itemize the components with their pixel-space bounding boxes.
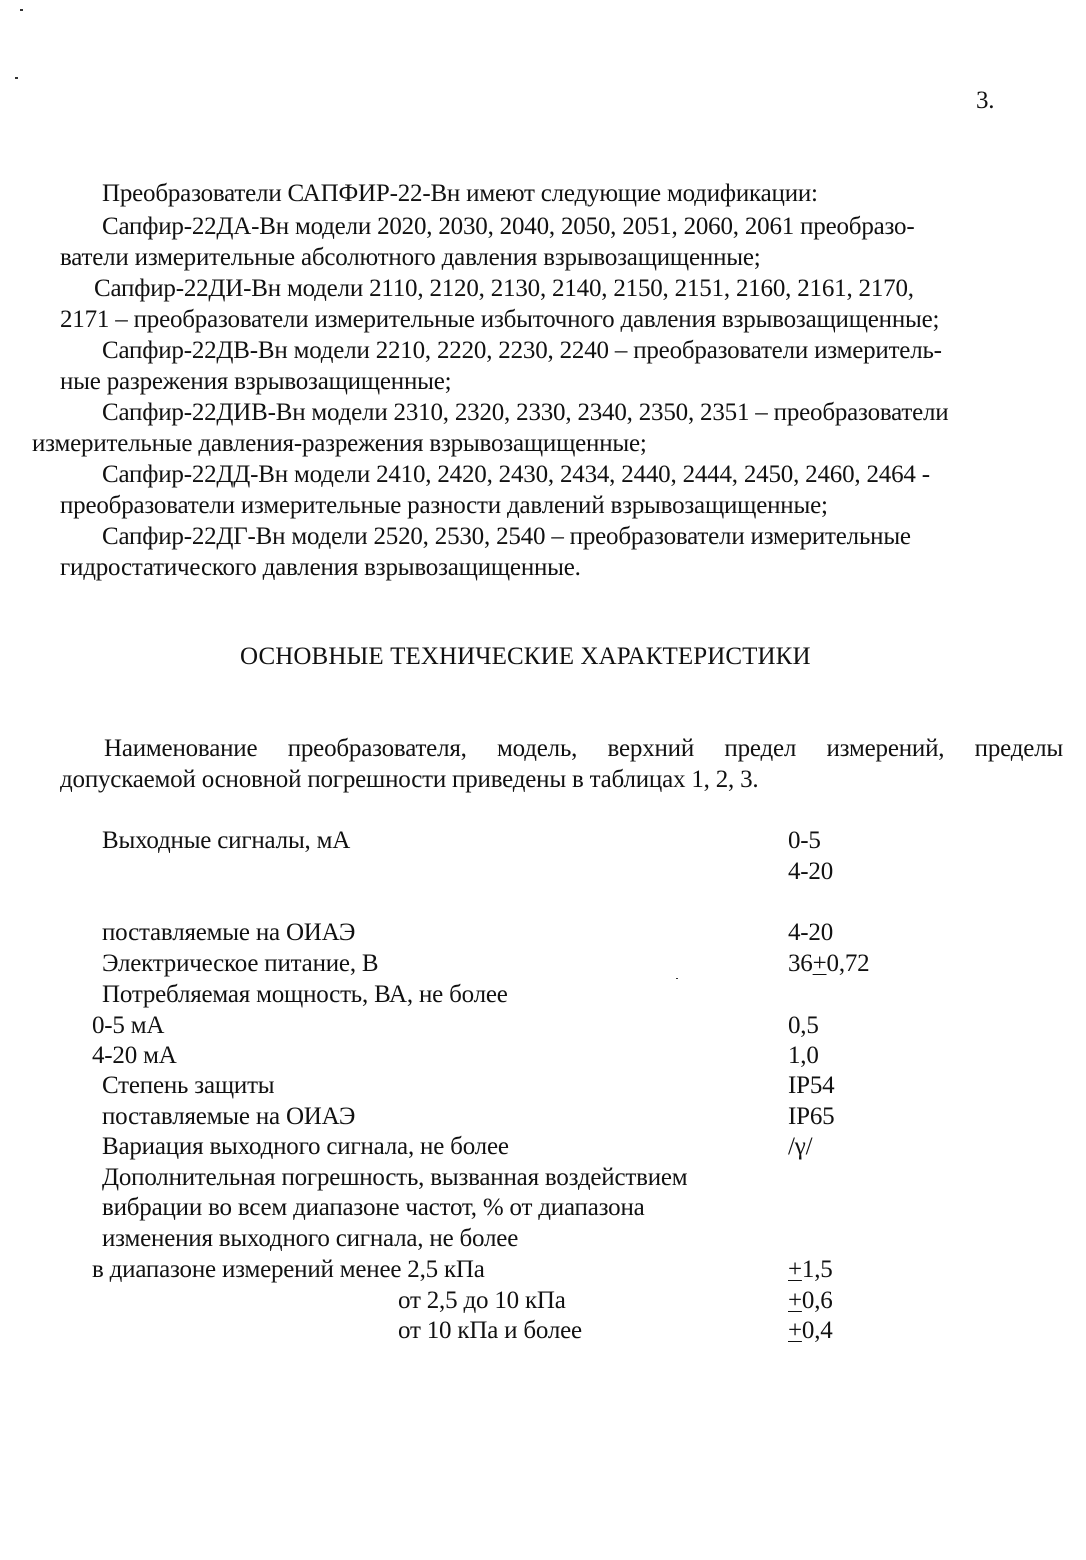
modification-dd-line2: преобразователи измерительные разности давлений взрывозащищенные; — [60, 492, 828, 519]
spec-label: от 10 кПа и более — [398, 1317, 582, 1344]
section-title: ОСНОВНЫЕ ТЕХНИЧЕСКИЕ ХАРАКТЕРИСТИКИ — [240, 643, 811, 670]
spec-value: 36+0,72 — [788, 950, 870, 977]
spec-label: Вариация выходного сигнала, не более — [102, 1133, 509, 1160]
spec-label: Электрическое питание, В — [102, 950, 379, 977]
page-number: 3. — [976, 87, 995, 114]
spec-value: +1,5 — [788, 1256, 833, 1283]
modification-di-line2: 2171 – преобразователи измерительные избыточного давления взрывозащищенные; — [60, 306, 940, 333]
spec-label: в диапазоне измерений менее 2,5 кПа — [92, 1256, 485, 1283]
spec-value: IP65 — [788, 1103, 835, 1130]
section-paragraph-line1: Наименование преобразователя, модель, верхний предел измерений, пределы — [104, 735, 1063, 762]
spec-value: +0,4 — [788, 1317, 833, 1344]
spec-label: поставляемые на ОИАЭ — [102, 1103, 356, 1130]
spec-label: Выходные сигналы, мА — [102, 827, 351, 854]
spec-label: Степень защиты — [102, 1072, 275, 1099]
modification-div-line2: измерительные давления-разрежения взрывозащищенные; — [32, 430, 647, 457]
spec-value: IP54 — [788, 1072, 835, 1099]
spec-value: 1,0 — [788, 1042, 819, 1069]
spec-label: Дополнительная погрешность, вызванная воздействием — [102, 1164, 688, 1191]
spec-value: 4-20 — [788, 858, 834, 885]
spec-label: 4-20 мА — [92, 1042, 177, 1069]
spec-label: изменения выходного сигнала, не более — [102, 1225, 519, 1252]
spec-value: +0,6 — [788, 1287, 833, 1314]
spec-value: /γ/ — [788, 1133, 813, 1160]
section-paragraph-line2: допускаемой основной погрешности приведены в таблицах 1, 2, 3. — [60, 766, 759, 793]
modification-dd-line1: Сапфир-22ДД-Вн модели 2410, 2420, 2430, 2434, 2440, 2444, 2450, 2460, 2464 - — [102, 461, 930, 488]
modification-dg-line2: гидростатического давления взрывозащищенные. — [60, 554, 581, 581]
modification-di-line1: Сапфир-22ДИ-Вн модели 2110, 2120, 2130, 2140, 2150, 2151, 2160, 2161, 2170, — [94, 275, 914, 302]
modification-dv-line1: Сапфир-22ДВ-Вн модели 2210, 2220, 2230, 2240 – преобразователи измеритель- — [102, 337, 942, 364]
spec-label: от 2,5 до 10 кПа — [398, 1287, 566, 1314]
spec-value: 0,5 — [788, 1012, 819, 1039]
spec-label: Потребляемая мощность, ВА, не более — [102, 981, 508, 1008]
modification-da-line1: Сапфир-22ДА-Вн модели 2020, 2030, 2040, 2050, 2051, 2060, 2061 преобразо- — [102, 213, 915, 240]
spec-value: 0-5 — [788, 827, 821, 854]
scan-artifact — [20, 9, 23, 11]
intro-lead: Преобразователи САПФИР-22-Вн имеют следующие модификации: — [102, 180, 818, 207]
spec-label: поставляемые на ОИАЭ — [102, 919, 356, 946]
modification-dv-line2: ные разрежения взрывозащищенные; — [60, 368, 452, 395]
modification-da-line2: ватели измерительные абсолютного давления взрывозащищенные; — [60, 244, 761, 271]
spec-label: вибрации во всем диапазоне частот, % от диапазона — [102, 1194, 645, 1221]
scan-artifact — [15, 77, 18, 79]
spec-label: 0-5 мА — [92, 1012, 165, 1039]
spec-value: 4-20 — [788, 919, 834, 946]
scan-artifact — [676, 978, 678, 979]
modification-dg-line1: Сапфир-22ДГ-Вн модели 2520, 2530, 2540 – преобразователи измерительные — [102, 523, 911, 550]
modification-div-line1: Сапфир-22ДИВ-Вн модели 2310, 2320, 2330, 2340, 2350, 2351 – преобразователи — [102, 399, 949, 426]
